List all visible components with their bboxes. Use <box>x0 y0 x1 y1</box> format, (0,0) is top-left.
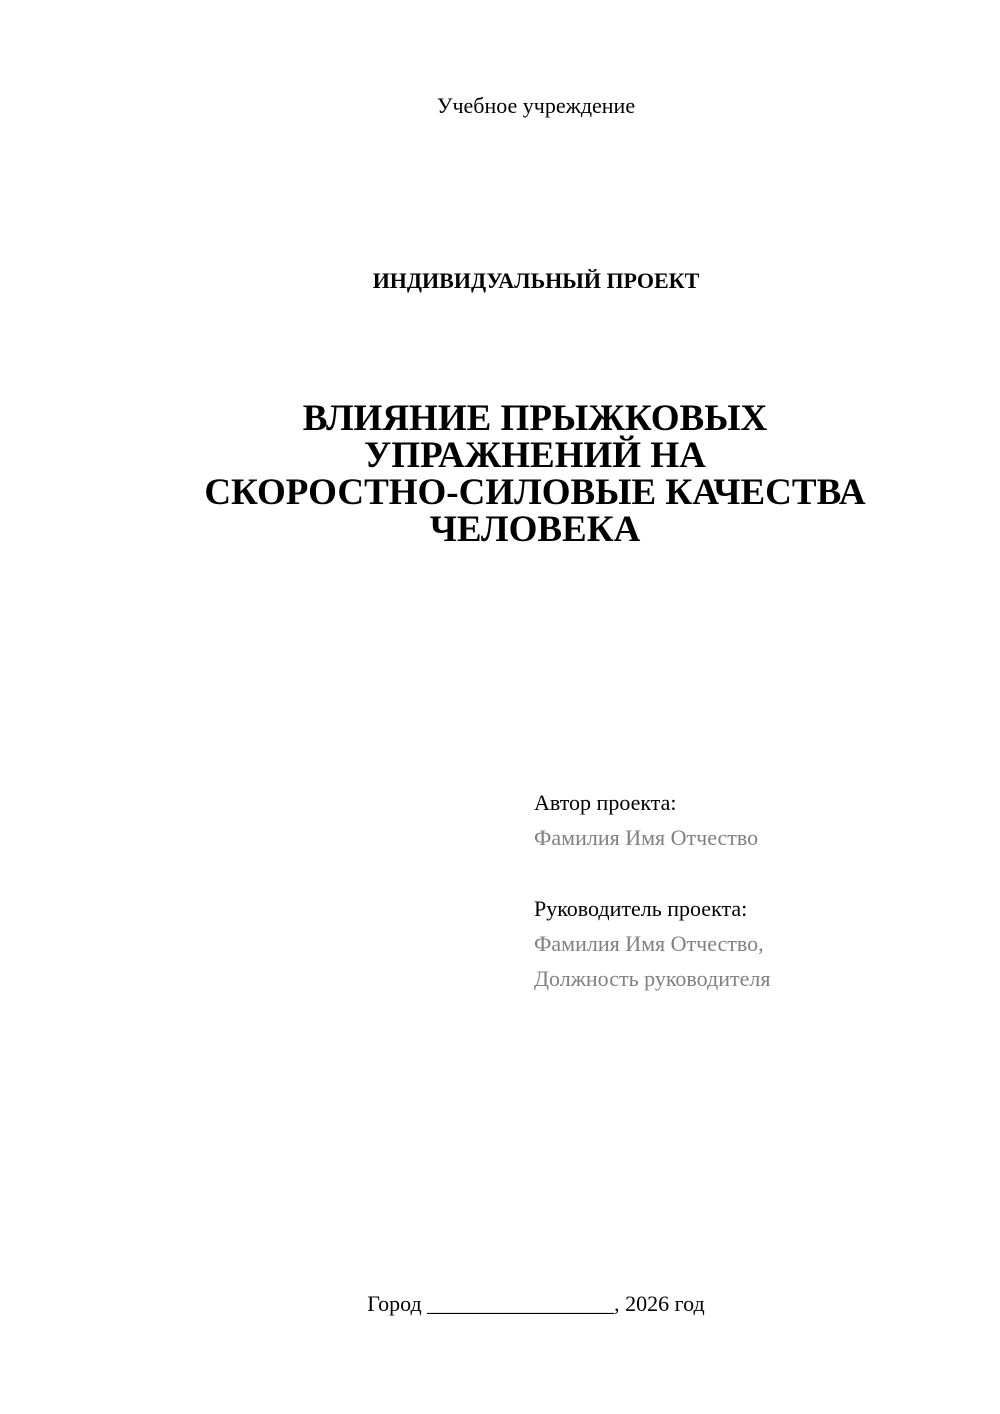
title-line: УПРАЖНЕНИЙ НА <box>364 435 706 476</box>
title-line: ВЛИЯНИЕ ПРЫЖКОВЫХ <box>302 398 768 439</box>
supervisor-position: Должность руководителя <box>534 966 771 991</box>
author-block <box>534 785 974 855</box>
supervisor-name: Фамилия Имя Отчество, <box>534 931 764 956</box>
title-line: ЧЕЛОВЕКА <box>429 509 641 550</box>
title-line: СКОРОСТНО-СИЛОВЫЕ КАЧЕСТВА <box>204 472 866 513</box>
supervisor-label: Руководитель проекта: <box>534 896 748 921</box>
project-title <box>160 400 910 548</box>
city-year-footer: Город _________________, 2026 год <box>367 1291 705 1316</box>
author-label: Автор проекта: <box>534 790 677 815</box>
institution-name: Учебное учреждение <box>436 93 636 118</box>
project-type: ИНДИВИДУАЛЬНЫЙ ПРОЕКТ <box>372 268 700 293</box>
supervisor-block <box>534 891 974 996</box>
author-name: Фамилия Имя Отчество <box>534 825 759 850</box>
